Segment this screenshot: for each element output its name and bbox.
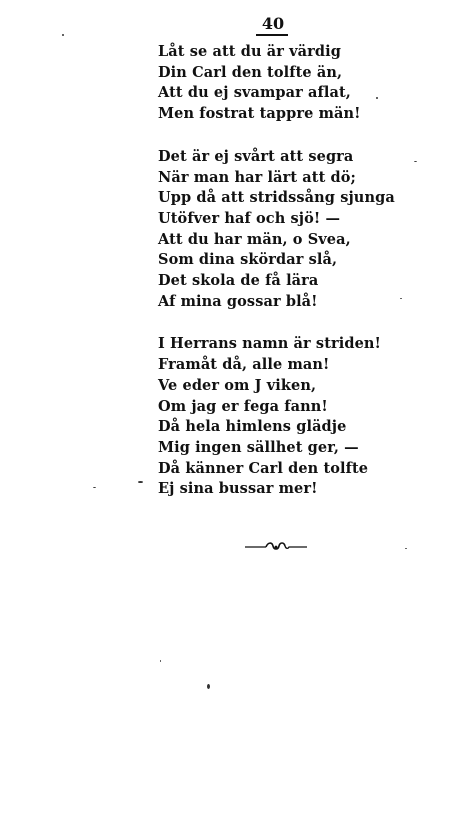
page-number-rule (256, 34, 288, 36)
poem-line: Framåt då, alle man! (158, 356, 330, 374)
poem-line: Upp då att stridssång sjunga (158, 189, 395, 207)
print-speck (93, 487, 96, 488)
poem-line: Ve eder om J viken, (158, 376, 317, 394)
print-speck (414, 161, 417, 162)
poem-line: Att du har män, o Svea, (158, 230, 351, 248)
poem-line: När man har lärt att dö; (158, 168, 356, 186)
tailpiece-flourish-icon (244, 538, 308, 554)
poem-line: Ej sina bussar mer! (158, 480, 318, 498)
print-speck (405, 548, 407, 549)
poem-line: Det skola de få lära (158, 272, 319, 290)
print-speck (376, 97, 378, 99)
poem-line: Af mina gossar blå! (158, 292, 318, 310)
poem-line: I Herrans namn är striden! (158, 335, 382, 353)
poem-line: Mig ingen sällhet ger, — (158, 438, 359, 456)
stanza-1 (158, 42, 458, 125)
page-number: 40 (261, 14, 285, 33)
stanza-3 (158, 334, 458, 500)
stanza-2 (158, 147, 458, 313)
poem-line: Låt se att du är värdig (158, 43, 341, 60)
print-speck (400, 298, 402, 299)
poem-line: Då känner Carl den tolfte (158, 459, 369, 477)
print-speck (138, 481, 143, 483)
poem (158, 42, 458, 522)
print-speck (160, 660, 161, 662)
poem-line: Utöfver haf och sjö! — (158, 209, 341, 227)
poem-line: Att du ej svampar aflat, (158, 84, 351, 102)
print-speck (207, 684, 210, 689)
poem-line: Men fostrat tappre män! (158, 105, 361, 123)
poem-line: Om jag er fega fann! (158, 397, 328, 415)
poem-line: Det är ej svårt att segra (158, 147, 354, 165)
print-speck (62, 34, 64, 36)
poem-line: Din Carl den tolfte än, (158, 63, 343, 81)
poem-line: Som dina skördar slå, (158, 251, 338, 269)
poem-line: Då hela himlens glädje (158, 418, 347, 436)
